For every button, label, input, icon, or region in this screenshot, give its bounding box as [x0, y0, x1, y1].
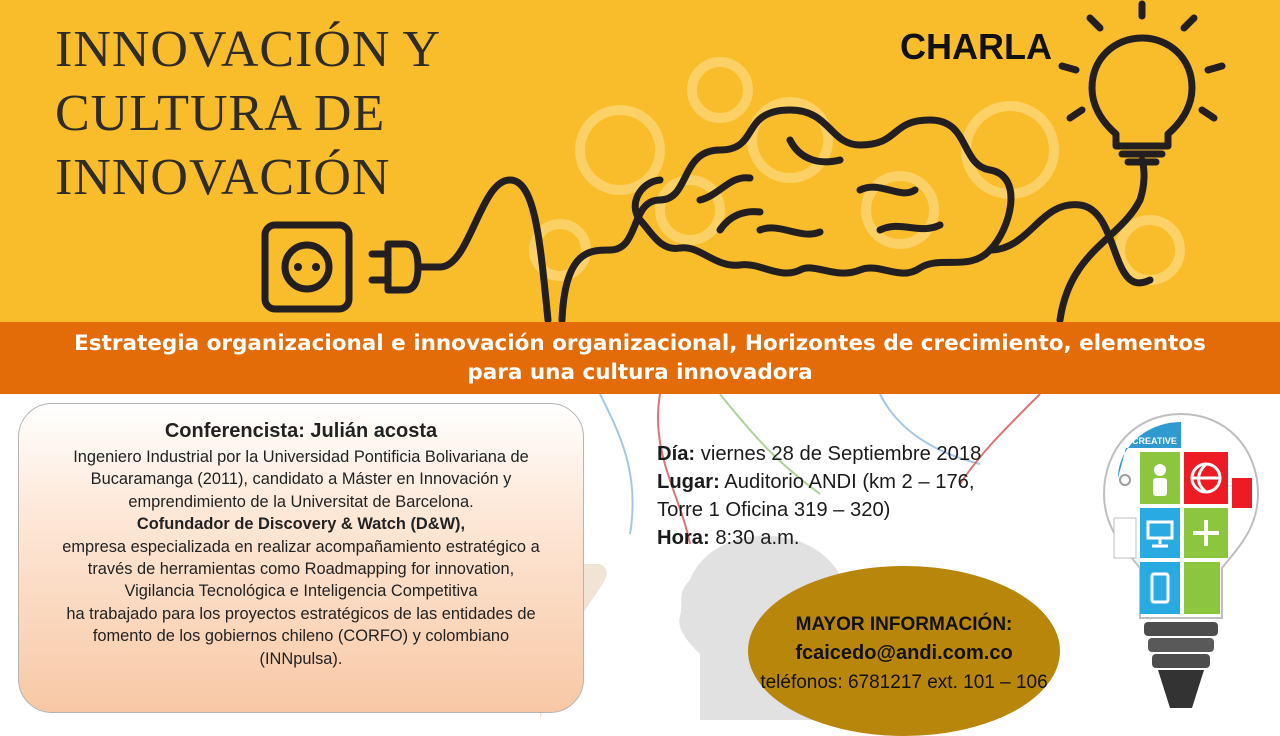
event-place [657, 468, 981, 496]
contact-phones: teléfonos: 6781217 ext. 101 – 106 [760, 672, 1048, 693]
bio-line: Cofundador de Discovery & Watch (D&W), [136, 515, 466, 534]
subtitle-line: para una cultura innovadora [467, 360, 813, 385]
bio-line: Ingeniero Industrial por la Universidad Pontificia Bolivariana de [73, 448, 529, 466]
event-type-tag: CHARLA [900, 26, 1052, 67]
event-details [657, 440, 981, 552]
speaker-heading: Conferencista: Julián acosta [164, 420, 438, 442]
bio-line: Bucaramanga (2011), candidato a Máster en Innovación y [90, 470, 512, 489]
brain-wire-icon [440, 110, 1150, 320]
event-day [657, 440, 981, 468]
plug-icon [372, 244, 440, 290]
day-value: viernes 28 de Septiembre 2018 [695, 443, 982, 465]
time-label: Hora: [657, 527, 710, 549]
bio-line: fomento de los gobiernos chileno (CORFO) y colombiano [92, 627, 510, 646]
subtitle-line: Estrategia organizacional e innovación organizacional, Horizontes de crecimiento, elementos [74, 331, 1206, 356]
event-title [55, 18, 441, 210]
bio-line: ha trabajado para los proyectos estratégicos de las entidades de [66, 604, 536, 623]
bio-line: (INNpulsa). [259, 649, 343, 668]
contact-title: MAYOR INFORMACIÓN: [795, 614, 1013, 635]
place-value: Auditorio ANDI (km 2 – 176, [719, 471, 975, 493]
light-bulb-icon [1062, 4, 1222, 162]
bulb-label: CREATIVE [1132, 436, 1177, 446]
subtitle-strip [0, 322, 1280, 394]
speaker-bio-card [18, 403, 584, 713]
bio-line: empresa especializada en realizar acompañamiento estratégico a [62, 537, 540, 556]
bio-line: emprendimiento de la Universitat de Barcelona. [128, 492, 474, 511]
plug-socket-icon [265, 225, 349, 309]
place-label: Lugar: [657, 471, 720, 493]
contact-email[interactable]: fcaicedo@andi.com.co [795, 642, 1013, 664]
title-line: INNOVACIÓN [55, 149, 391, 206]
person-icon [1153, 464, 1167, 496]
title-line: INNOVACIÓN Y [55, 21, 442, 78]
time-value: 8:30 a.m. [709, 527, 800, 549]
gears-icon [534, 62, 1180, 280]
header-banner [0, 0, 1280, 322]
event-place-2: Torre 1 Oficina 319 – 320) [657, 499, 891, 521]
day-label: Día: [657, 443, 696, 465]
bio-line: través de herramientas como Roadmapping for innovation, [87, 560, 515, 579]
event-time [657, 524, 981, 552]
contact-info-oval [748, 566, 1060, 736]
creative-bulb-illustration [1096, 408, 1266, 720]
title-line: CULTURA DE [55, 85, 386, 142]
bio-line: Vigilancia Tecnológica e Inteligencia Competitiva [124, 582, 478, 601]
